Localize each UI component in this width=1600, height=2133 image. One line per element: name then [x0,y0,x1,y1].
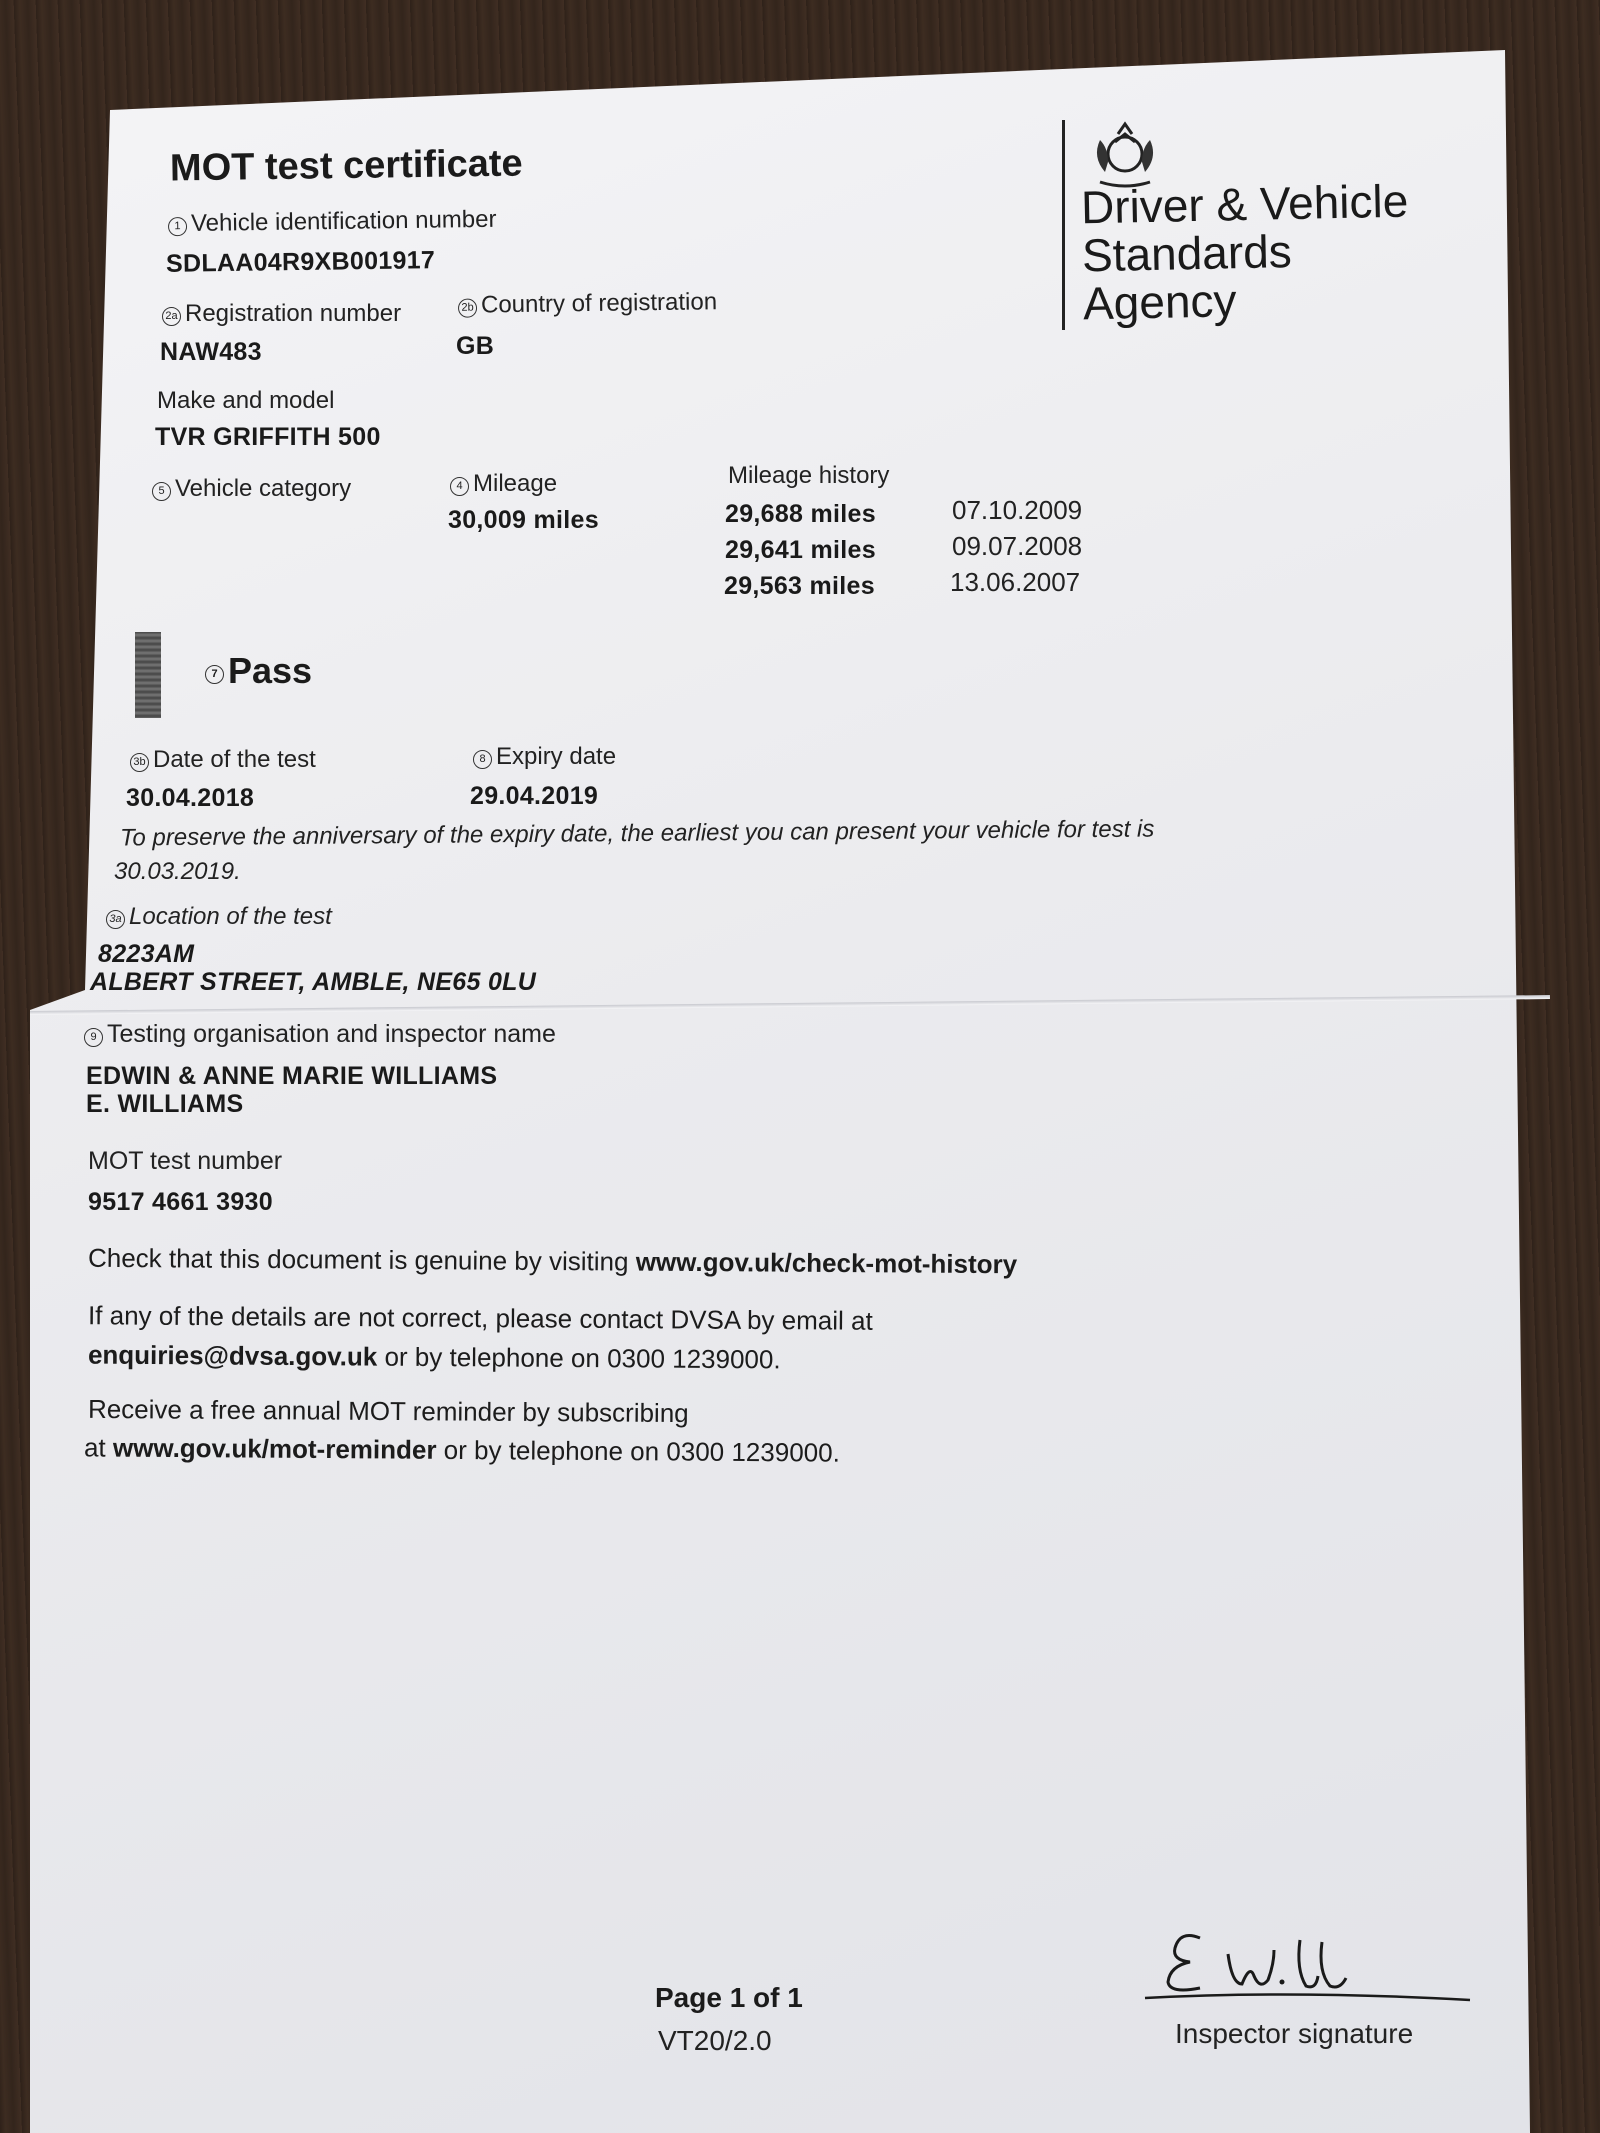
reminder-line-1: Receive a free annual MOT reminder by subscribing [87,1393,689,1429]
agency-line-1: Driver & Vehicle [1080,174,1409,234]
check-mot-history-link[interactable]: www.gov.uk/check-mot-history [635,1246,1018,1280]
agency-line-2: Standards [1081,225,1293,282]
field-number-badge: 4 [450,477,469,496]
history-date-2: 09.07.2008 [952,531,1083,561]
testing-org-label-text: Testing organisation and inspector name [107,1020,556,1048]
expiry-date-value: 29.04.2019 [470,782,599,810]
vehicle-category-label [152,475,351,503]
field-number-badge: 8 [473,750,492,769]
test-result-status: Pass [228,650,313,691]
pass-indicator-bar [135,632,161,718]
registration-value: NAW483 [160,338,262,366]
make-model-label: Make and model [157,387,335,414]
vin-label-text: Vehicle identification number [190,205,497,237]
reminder-at-text: at [83,1432,114,1463]
mileage-label [450,470,557,498]
test-number-value: 9517 4661 3930 [88,1188,273,1216]
testing-org-label [84,1020,556,1049]
contact-phone-text: or by telephone on 0300 1239000. [377,1341,781,1375]
testing-org-name: EDWIN & ANNE MARIE WILLIAMS [86,1062,498,1090]
check-genuine-lead: Check that this document is genuine by visiting [87,1242,636,1277]
registration-label-text: Registration number [185,300,402,327]
history-date-3: 13.06.2007 [950,567,1081,597]
agency-line-3: Agency [1082,274,1237,330]
field-number-badge: 7 [205,665,224,684]
history-miles-1: 29,688 miles [725,500,876,528]
reminder-phone-text: or by telephone on 0300 1239000. [436,1434,840,1468]
field-number-badge: 2b [458,299,477,318]
field-number-badge: 3b [130,753,149,772]
history-date-1: 07.10.2009 [952,495,1083,525]
contact-line-1: If any of the details are not correct, please contact DVSA by email at [87,1300,873,1336]
early-test-notice: To preserve the anniversary of the expiry date, the earliest you can present your vehicle for test is [119,815,1155,852]
page-indicator: Page 1 of 1 [655,1982,803,2013]
field-number-badge: 5 [152,482,171,501]
expiry-date-label [473,743,616,771]
vin-value: SDLAA04R9XB001917 [165,246,436,278]
inspector-name: E. WILLIAMS [86,1090,244,1118]
field-number-badge: 2a [162,307,181,326]
signature-label: Inspector signature [1175,2018,1414,2049]
country-value: GB [456,332,495,360]
reminder-line-2 [84,1432,840,1468]
mileage-label-text: Mileage [473,470,558,497]
country-label-text: Country of registration [480,288,718,319]
test-location-label [106,903,332,931]
check-genuine-text [88,1243,1017,1280]
field-number-badge: 1 [168,217,187,236]
early-test-date: 30.03.2019. [114,858,241,885]
test-location-label-text: Location of the test [129,903,332,930]
dvsa-email-link[interactable]: enquiries@dvsa.gov.uk [87,1339,378,1372]
agency-divider [1062,120,1065,330]
mileage-value: 30,009 miles [448,506,599,534]
test-location-code: 8223AM [98,940,195,968]
test-date-label-text: Date of the test [153,746,316,773]
test-date-value: 30.04.2018 [126,784,255,812]
page-title: MOT test certificate [169,142,523,190]
test-number-label: MOT test number [88,1147,283,1175]
field-number-badge: 9 [84,1028,103,1047]
make-model-value: TVR GRIFFITH 500 [155,423,381,451]
field-number-badge: 3a [106,910,125,929]
country-label [458,288,717,320]
inspector-signature [1140,1920,1500,2010]
mileage-history-label: Mileage history [728,462,890,489]
mot-reminder-link[interactable]: www.gov.uk/mot-reminder [112,1432,437,1465]
agency-name [1080,174,1411,330]
test-result [205,650,312,692]
test-date-label [130,746,316,774]
vin-label [168,206,497,239]
expiry-date-label-text: Expiry date [496,743,617,770]
registration-label [162,300,401,328]
history-miles-2: 29,641 miles [725,536,876,564]
history-miles-3: 29,563 miles [724,572,875,600]
vehicle-category-label-text: Vehicle category [175,475,352,502]
form-code: VT20/2.0 [658,2025,772,2056]
contact-line-2 [88,1340,781,1376]
test-location-address: ALBERT STREET, AMBLE, NE65 0LU [90,968,537,996]
